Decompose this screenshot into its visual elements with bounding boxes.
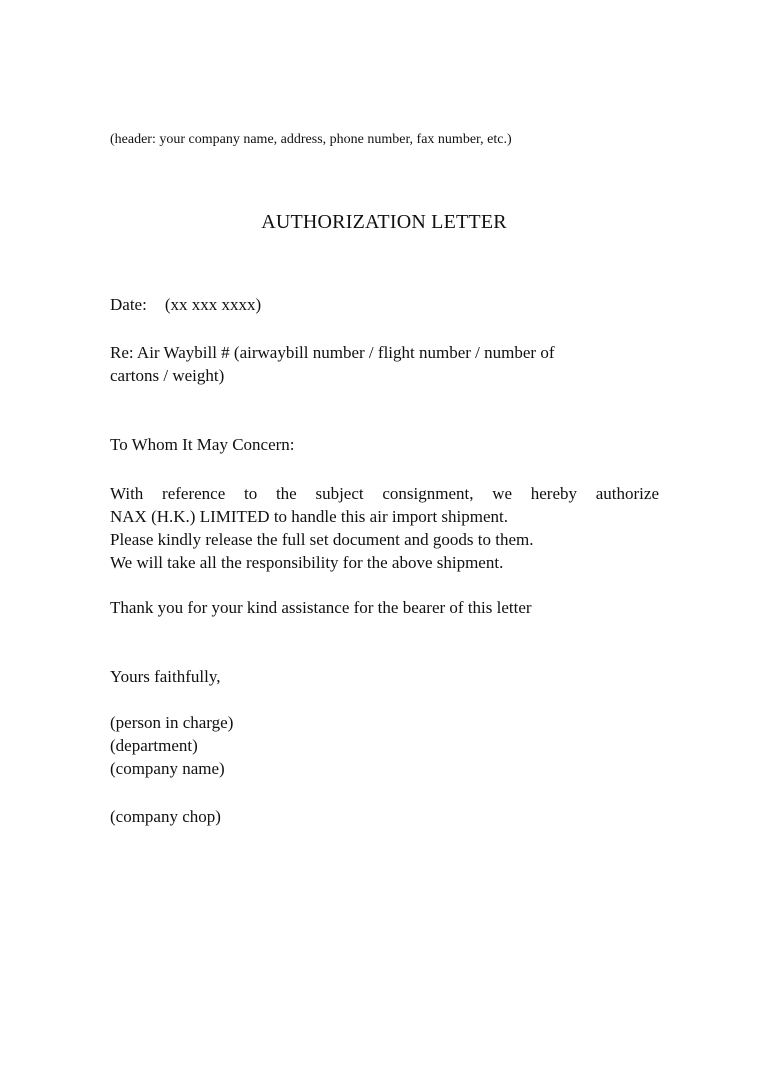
body-line: Please kindly release the full set document and goods to them. bbox=[110, 530, 534, 549]
letter-title: AUTHORIZATION LETTER bbox=[261, 211, 507, 233]
signature-department: (department) bbox=[110, 736, 198, 755]
company-chop: (company chop) bbox=[110, 807, 221, 826]
reference-line: cartons / weight) bbox=[110, 366, 225, 385]
body-line: We will take all the responsibility for the above shipment. bbox=[110, 553, 504, 572]
body-paragraph bbox=[110, 482, 670, 574]
date-value: (xx xxx xxxx) bbox=[164, 295, 262, 314]
salutation: To Whom It May Concern: bbox=[110, 435, 295, 454]
body-line: With reference to the subject consignment, we hereby authorize bbox=[110, 484, 659, 503]
header-placeholder: (header: your company name, address, phone number, fax number, etc.) bbox=[110, 132, 512, 147]
signature-person: (person in charge) bbox=[110, 713, 234, 732]
closing-line: Yours faithfully, bbox=[110, 667, 221, 686]
signature-company: (company name) bbox=[110, 759, 225, 778]
reference-line: Re: Air Waybill # (airwaybill number / flight number / number of bbox=[110, 343, 555, 362]
date-label: Date: bbox=[110, 295, 147, 314]
reference-block bbox=[110, 341, 670, 387]
thanks-line: Thank you for your kind assistance for the bearer of this letter bbox=[110, 598, 532, 617]
signature-block bbox=[110, 711, 670, 780]
body-line: NAX (H.K.) LIMITED to handle this air import shipment. bbox=[110, 507, 509, 526]
date-line bbox=[110, 293, 670, 316]
